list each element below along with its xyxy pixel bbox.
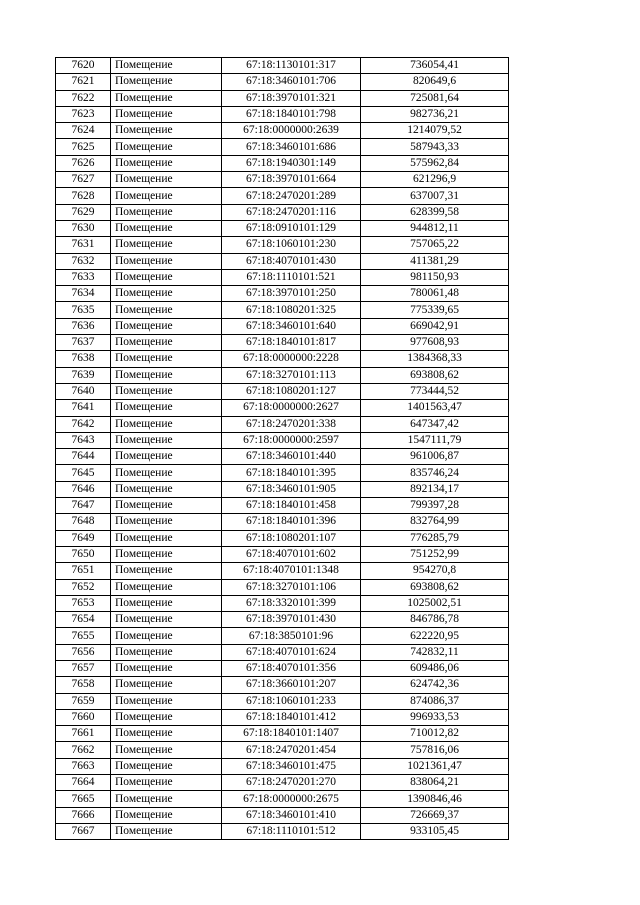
table-row	[56, 546, 509, 562]
cadastral-value-cell: 961006,87	[361, 449, 509, 465]
object-type-cell: Помещение	[111, 481, 222, 497]
row-number-cell: 7646	[56, 481, 111, 497]
object-type-cell: Помещение	[111, 416, 222, 432]
object-type-cell: Помещение	[111, 220, 222, 236]
cadastral-number-cell: 67:18:3460101:410	[222, 807, 361, 823]
row-number-cell: 7651	[56, 563, 111, 579]
table-row	[56, 465, 509, 481]
cadastral-value-cell: 838064,21	[361, 775, 509, 791]
table-row	[56, 367, 509, 383]
cadastral-value-cell: 799397,28	[361, 498, 509, 514]
cadastral-value-cell: 832764,99	[361, 514, 509, 530]
table-row	[56, 432, 509, 448]
cadastral-value-cell: 874086,37	[361, 693, 509, 709]
cadastral-value-cell: 621296,9	[361, 172, 509, 188]
cadastral-number-cell: 67:18:0000000:2228	[222, 351, 361, 367]
table-row	[56, 58, 509, 74]
object-type-cell: Помещение	[111, 546, 222, 562]
cadastral-value-cell: 892134,17	[361, 481, 509, 497]
table-row	[56, 530, 509, 546]
row-number-cell: 7644	[56, 449, 111, 465]
cadastral-value-cell: 1214079,52	[361, 123, 509, 139]
cadastral-number-cell: 67:18:0000000:2639	[222, 123, 361, 139]
cadastral-value-cell: 1547111,79	[361, 432, 509, 448]
object-type-cell: Помещение	[111, 237, 222, 253]
object-type-cell: Помещение	[111, 351, 222, 367]
table-row	[56, 302, 509, 318]
row-number-cell: 7632	[56, 253, 111, 269]
row-number-cell: 7657	[56, 660, 111, 676]
cadastral-number-cell: 67:18:1840101:1407	[222, 726, 361, 742]
row-number-cell: 7659	[56, 693, 111, 709]
cadastral-value-cell: 669042,91	[361, 318, 509, 334]
cadastral-value-cell: 775339,65	[361, 302, 509, 318]
row-number-cell: 7658	[56, 677, 111, 693]
row-number-cell: 7628	[56, 188, 111, 204]
cadastral-number-cell: 67:18:1110101:512	[222, 823, 361, 839]
cadastral-value-cell: 846786,78	[361, 612, 509, 628]
object-type-cell: Помещение	[111, 628, 222, 644]
table-row	[56, 758, 509, 774]
object-type-cell: Помещение	[111, 775, 222, 791]
cadastral-value-cell: 944812,11	[361, 220, 509, 236]
cadastral-number-cell: 67:18:4070101:1348	[222, 563, 361, 579]
table-row	[56, 677, 509, 693]
cadastral-number-cell: 67:18:1840101:798	[222, 106, 361, 122]
cadastral-value-cell: 996933,53	[361, 709, 509, 725]
table-row	[56, 155, 509, 171]
row-number-cell: 7665	[56, 791, 111, 807]
table-row	[56, 106, 509, 122]
cadastral-value-cell: 725081,64	[361, 90, 509, 106]
object-type-cell: Помещение	[111, 90, 222, 106]
row-number-cell: 7656	[56, 644, 111, 660]
table-row	[56, 416, 509, 432]
object-type-cell: Помещение	[111, 530, 222, 546]
row-number-cell: 7639	[56, 367, 111, 383]
object-type-cell: Помещение	[111, 155, 222, 171]
cadastral-number-cell: 67:18:1080201:127	[222, 383, 361, 399]
row-number-cell: 7633	[56, 269, 111, 285]
object-type-cell: Помещение	[111, 644, 222, 660]
cadastral-number-cell: 67:18:4070101:624	[222, 644, 361, 660]
cadastral-value-cell: 977608,93	[361, 335, 509, 351]
table-row	[56, 660, 509, 676]
object-type-cell: Помещение	[111, 318, 222, 334]
property-table	[55, 57, 509, 840]
cadastral-number-cell: 67:18:2470201:338	[222, 416, 361, 432]
object-type-cell: Помещение	[111, 302, 222, 318]
object-type-cell: Помещение	[111, 693, 222, 709]
cadastral-value-cell: 773444,52	[361, 383, 509, 399]
row-number-cell: 7664	[56, 775, 111, 791]
cadastral-value-cell: 1401563,47	[361, 400, 509, 416]
row-number-cell: 7642	[56, 416, 111, 432]
cadastral-value-cell: 647347,42	[361, 416, 509, 432]
table-row	[56, 563, 509, 579]
object-type-cell: Помещение	[111, 579, 222, 595]
cadastral-number-cell: 67:18:0000000:2597	[222, 432, 361, 448]
cadastral-number-cell: 67:18:3460101:440	[222, 449, 361, 465]
row-number-cell: 7662	[56, 742, 111, 758]
table-row	[56, 351, 509, 367]
row-number-cell: 7640	[56, 383, 111, 399]
table-row	[56, 709, 509, 725]
table-row	[56, 644, 509, 660]
table-row	[56, 204, 509, 220]
cadastral-number-cell: 67:18:1840101:412	[222, 709, 361, 725]
object-type-cell: Помещение	[111, 612, 222, 628]
table-row	[56, 628, 509, 644]
row-number-cell: 7647	[56, 498, 111, 514]
table-row	[56, 253, 509, 269]
cadastral-value-cell: 776285,79	[361, 530, 509, 546]
cadastral-value-cell: 622220,95	[361, 628, 509, 644]
table-row	[56, 791, 509, 807]
object-type-cell: Помещение	[111, 58, 222, 74]
object-type-cell: Помещение	[111, 807, 222, 823]
table-row	[56, 286, 509, 302]
cadastral-value-cell: 757065,22	[361, 237, 509, 253]
row-number-cell: 7655	[56, 628, 111, 644]
cadastral-value-cell: 587943,33	[361, 139, 509, 155]
cadastral-number-cell: 67:18:2470201:289	[222, 188, 361, 204]
cadastral-number-cell: 67:18:4070101:430	[222, 253, 361, 269]
row-number-cell: 7645	[56, 465, 111, 481]
table-row	[56, 172, 509, 188]
row-number-cell: 7661	[56, 726, 111, 742]
cadastral-value-cell: 1384368,33	[361, 351, 509, 367]
cadastral-value-cell: 780061,48	[361, 286, 509, 302]
table-row	[56, 514, 509, 530]
object-type-cell: Помещение	[111, 123, 222, 139]
cadastral-number-cell: 67:18:3460101:640	[222, 318, 361, 334]
cadastral-number-cell: 67:18:1060101:233	[222, 693, 361, 709]
row-number-cell: 7622	[56, 90, 111, 106]
cadastral-number-cell: 67:18:1060101:230	[222, 237, 361, 253]
table-row	[56, 612, 509, 628]
table-row	[56, 807, 509, 823]
row-number-cell: 7620	[56, 58, 111, 74]
cadastral-value-cell: 751252,99	[361, 546, 509, 562]
cadastral-number-cell: 67:18:3660101:207	[222, 677, 361, 693]
table-row	[56, 449, 509, 465]
object-type-cell: Помещение	[111, 253, 222, 269]
row-number-cell: 7627	[56, 172, 111, 188]
cadastral-number-cell: 67:18:3850101:96	[222, 628, 361, 644]
object-type-cell: Помещение	[111, 563, 222, 579]
cadastral-value-cell: 1390846,46	[361, 791, 509, 807]
cadastral-number-cell: 67:18:0000000:2627	[222, 400, 361, 416]
table-row	[56, 400, 509, 416]
cadastral-number-cell: 67:18:3460101:686	[222, 139, 361, 155]
object-type-cell: Помещение	[111, 465, 222, 481]
row-number-cell: 7649	[56, 530, 111, 546]
cadastral-value-cell: 609486,06	[361, 660, 509, 676]
cadastral-number-cell: 67:18:1840101:817	[222, 335, 361, 351]
cadastral-number-cell: 67:18:1080201:325	[222, 302, 361, 318]
object-type-cell: Помещение	[111, 514, 222, 530]
table-row	[56, 481, 509, 497]
object-type-cell: Помещение	[111, 677, 222, 693]
row-number-cell: 7630	[56, 220, 111, 236]
table-row	[56, 269, 509, 285]
cadastral-number-cell: 67:18:1840101:458	[222, 498, 361, 514]
row-number-cell: 7648	[56, 514, 111, 530]
object-type-cell: Помещение	[111, 188, 222, 204]
cadastral-value-cell: 624742,36	[361, 677, 509, 693]
table-row	[56, 383, 509, 399]
cadastral-number-cell: 67:18:1080201:107	[222, 530, 361, 546]
cadastral-number-cell: 67:18:1130101:317	[222, 58, 361, 74]
cadastral-value-cell: 575962,84	[361, 155, 509, 171]
cadastral-value-cell: 411381,29	[361, 253, 509, 269]
table-row	[56, 579, 509, 595]
object-type-cell: Помещение	[111, 335, 222, 351]
row-number-cell: 7634	[56, 286, 111, 302]
object-type-cell: Помещение	[111, 269, 222, 285]
cadastral-number-cell: 67:18:3970101:664	[222, 172, 361, 188]
row-number-cell: 7635	[56, 302, 111, 318]
cadastral-value-cell: 954270,8	[361, 563, 509, 579]
table-row	[56, 693, 509, 709]
cadastral-number-cell: 67:18:1840101:395	[222, 465, 361, 481]
cadastral-value-cell: 820649,6	[361, 74, 509, 90]
cadastral-value-cell: 835746,24	[361, 465, 509, 481]
cadastral-number-cell: 67:18:3270101:113	[222, 367, 361, 383]
row-number-cell: 7641	[56, 400, 111, 416]
table-row	[56, 123, 509, 139]
row-number-cell: 7643	[56, 432, 111, 448]
row-number-cell: 7660	[56, 709, 111, 725]
cadastral-number-cell: 67:18:3970101:250	[222, 286, 361, 302]
object-type-cell: Помещение	[111, 286, 222, 302]
object-type-cell: Помещение	[111, 383, 222, 399]
cadastral-number-cell: 67:18:3270101:106	[222, 579, 361, 595]
cadastral-number-cell: 67:18:1110101:521	[222, 269, 361, 285]
object-type-cell: Помещение	[111, 726, 222, 742]
object-type-cell: Помещение	[111, 172, 222, 188]
cadastral-value-cell: 726669,37	[361, 807, 509, 823]
table-row	[56, 90, 509, 106]
table-row	[56, 335, 509, 351]
cadastral-number-cell: 67:18:2470201:116	[222, 204, 361, 220]
object-type-cell: Помещение	[111, 498, 222, 514]
object-type-cell: Помещение	[111, 139, 222, 155]
row-number-cell: 7629	[56, 204, 111, 220]
cadastral-number-cell: 67:18:4070101:602	[222, 546, 361, 562]
cadastral-number-cell: 67:18:3460101:905	[222, 481, 361, 497]
row-number-cell: 7653	[56, 595, 111, 611]
object-type-cell: Помещение	[111, 449, 222, 465]
cadastral-number-cell: 67:18:3970101:430	[222, 612, 361, 628]
object-type-cell: Помещение	[111, 432, 222, 448]
object-type-cell: Помещение	[111, 709, 222, 725]
table-row	[56, 726, 509, 742]
row-number-cell: 7624	[56, 123, 111, 139]
cadastral-number-cell: 67:18:3460101:706	[222, 74, 361, 90]
object-type-cell: Помещение	[111, 758, 222, 774]
cadastral-value-cell: 982736,21	[361, 106, 509, 122]
cadastral-number-cell: 67:18:3970101:321	[222, 90, 361, 106]
table-row	[56, 237, 509, 253]
table-row	[56, 823, 509, 839]
cadastral-number-cell: 67:18:2470201:270	[222, 775, 361, 791]
cadastral-value-cell: 757816,06	[361, 742, 509, 758]
cadastral-number-cell: 67:18:4070101:356	[222, 660, 361, 676]
cadastral-value-cell: 736054,41	[361, 58, 509, 74]
row-number-cell: 7636	[56, 318, 111, 334]
row-number-cell: 7625	[56, 139, 111, 155]
row-number-cell: 7654	[56, 612, 111, 628]
object-type-cell: Помещение	[111, 204, 222, 220]
cadastral-value-cell: 1025002,51	[361, 595, 509, 611]
row-number-cell: 7626	[56, 155, 111, 171]
table-row	[56, 775, 509, 791]
table-row	[56, 74, 509, 90]
cadastral-number-cell: 67:18:1940301:149	[222, 155, 361, 171]
row-number-cell: 7631	[56, 237, 111, 253]
row-number-cell: 7637	[56, 335, 111, 351]
row-number-cell: 7663	[56, 758, 111, 774]
table-row	[56, 188, 509, 204]
row-number-cell: 7650	[56, 546, 111, 562]
cadastral-value-cell: 693808,62	[361, 579, 509, 595]
property-table-body	[56, 58, 509, 840]
table-row	[56, 220, 509, 236]
cadastral-value-cell: 933105,45	[361, 823, 509, 839]
row-number-cell: 7638	[56, 351, 111, 367]
row-number-cell: 7667	[56, 823, 111, 839]
cadastral-number-cell: 67:18:2470201:454	[222, 742, 361, 758]
object-type-cell: Помещение	[111, 106, 222, 122]
table-row	[56, 742, 509, 758]
table-row	[56, 139, 509, 155]
table-row	[56, 595, 509, 611]
row-number-cell: 7621	[56, 74, 111, 90]
cadastral-value-cell: 628399,58	[361, 204, 509, 220]
object-type-cell: Помещение	[111, 791, 222, 807]
table-row	[56, 498, 509, 514]
cadastral-value-cell: 693808,62	[361, 367, 509, 383]
object-type-cell: Помещение	[111, 595, 222, 611]
cadastral-number-cell: 67:18:3320101:399	[222, 595, 361, 611]
row-number-cell: 7623	[56, 106, 111, 122]
cadastral-number-cell: 67:18:0000000:2675	[222, 791, 361, 807]
cadastral-number-cell: 67:18:3460101:475	[222, 758, 361, 774]
cadastral-number-cell: 67:18:1840101:396	[222, 514, 361, 530]
object-type-cell: Помещение	[111, 367, 222, 383]
cadastral-value-cell: 710012,82	[361, 726, 509, 742]
row-number-cell: 7666	[56, 807, 111, 823]
object-type-cell: Помещение	[111, 742, 222, 758]
cadastral-value-cell: 637007,31	[361, 188, 509, 204]
cadastral-number-cell: 67:18:0910101:129	[222, 220, 361, 236]
cadastral-value-cell: 1021361,47	[361, 758, 509, 774]
object-type-cell: Помещение	[111, 400, 222, 416]
object-type-cell: Помещение	[111, 660, 222, 676]
table-row	[56, 318, 509, 334]
object-type-cell: Помещение	[111, 74, 222, 90]
row-number-cell: 7652	[56, 579, 111, 595]
cadastral-value-cell: 981150,93	[361, 269, 509, 285]
cadastral-value-cell: 742832,11	[361, 644, 509, 660]
object-type-cell: Помещение	[111, 823, 222, 839]
